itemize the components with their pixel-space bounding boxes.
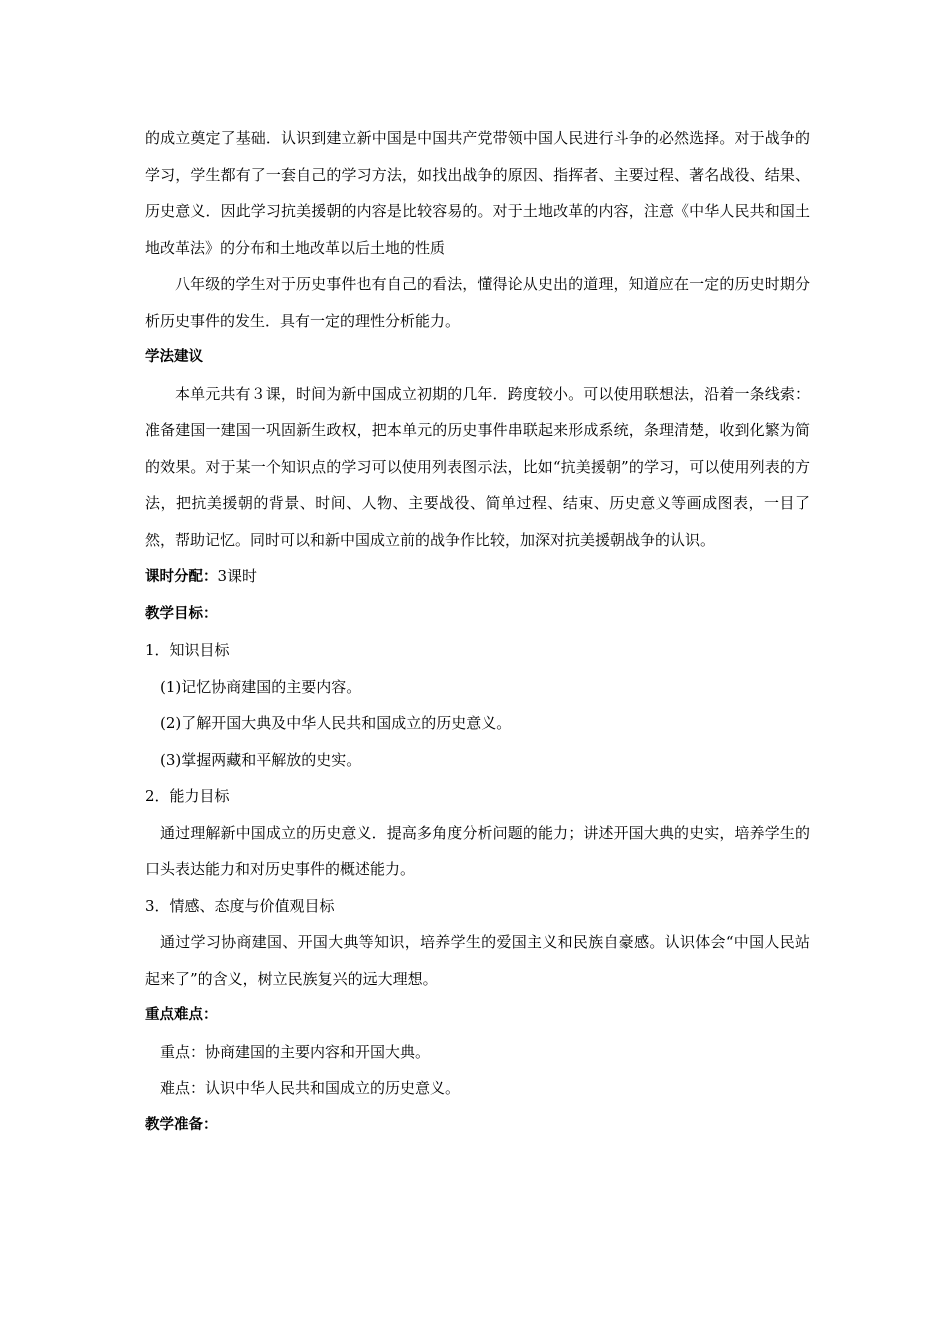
student-analysis-paragraph: 八年级的学生对于历史事件也有自己的看法，懂得论从史出的道理，知道应在一定的历史时期分析历史事件的发生．具有一定的理性分析能力。 bbox=[145, 275, 810, 330]
intro-paragraph: 的成立奠定了基础．认识到建立新中国是中国共产党带领中国人民进行斗争的必然选择。对于战争的学习，学生都有了一套自己的学习方法，如找出战争的原因、指挥者、主要过程、著名战役、结果、历史意义．因此学习抗美援朝的内容是比较容易的。对于土地改革的内容，注意《中华人民共和国土地改革法》的分布和土地改革以后土地的性质 bbox=[145, 129, 810, 257]
study-method-paragraph: 本单元共有３课，时间为新中国成立初期的几年．跨度较小。可以使用联想法，沿着一条线索：准备建国一建国一巩固新生政权，把本单元的历史事件串联起来形成系统，条理清楚，收到化繁为简的效果。对于某一个知识点的学习可以使用列表图示法，比如“抗美援朝”的学习，可以使用列表的方法，把抗美援朝的背景、时间、人物、主要战役、简单过程、结束、历史意义等画成图表，一目了然，帮助记忆。同时可以和新中国成立前的战争作比较，加深对抗美援朝战争的认识。 bbox=[145, 384, 810, 549]
knowledge-goal-title: 1．知识目标 bbox=[145, 641, 230, 659]
class-hours-value: 3课时 bbox=[217, 567, 258, 585]
ability-goal-text: 通过理解新中国成立的历史意义．提高多角度分析问题的能力；讲述开国大典的史实，培养学生的口头表达能力和对历史事件的概述能力。 bbox=[145, 823, 810, 878]
emotion-goal-title: 3．情感、态度与价值观目标 bbox=[145, 896, 335, 915]
document-body bbox=[145, 120, 810, 1143]
class-hours-label: 课时分配： bbox=[145, 569, 218, 585]
key-point-text: 重点：协商建国的主要内容和开国大典。 bbox=[160, 1042, 431, 1061]
ability-goal-title: 2．能力目标 bbox=[145, 787, 230, 805]
key-points-heading: 重点难点： bbox=[145, 1007, 218, 1023]
knowledge-goal-item: (3)掌握两藏和平解放的史实。 bbox=[160, 750, 362, 769]
study-method-heading: 学法建议 bbox=[145, 349, 203, 365]
preparation-heading: 教学准备： bbox=[145, 1116, 218, 1133]
class-hours-line bbox=[145, 558, 810, 596]
emotion-goal-text: 通过学习协商建国、开国大典等知识，培养学生的爱国主义和民族自豪感。认识体会“中国人民站起来了”的含义，树立民族复兴的远大理想。 bbox=[145, 933, 810, 988]
difficult-point-text: 难点：认识中华人民共和国成立的历史意义。 bbox=[160, 1079, 461, 1097]
teaching-goals-heading: 教学目标： bbox=[145, 605, 218, 622]
knowledge-goal-item: (2)了解开国大典及中华人民共和国成立的历史意义。 bbox=[160, 714, 512, 732]
knowledge-goal-item: (1)记忆协商建国的主要内容。 bbox=[160, 677, 362, 696]
